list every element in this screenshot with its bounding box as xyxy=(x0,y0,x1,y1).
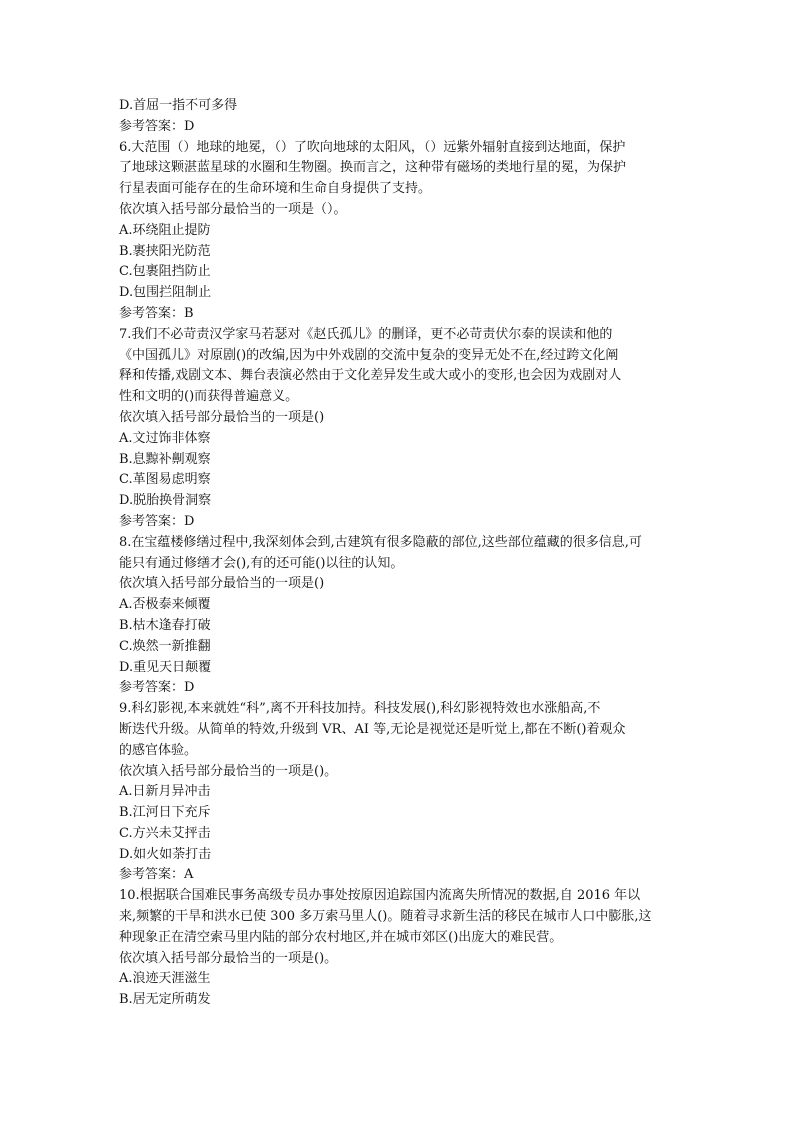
option-c-line: C.焕然一新推翻 xyxy=(119,638,211,654)
question-6-line: 行星表面可能存在的生命环境和生命自身提供了支持。 xyxy=(119,181,432,197)
answer-line: 参考答案：D xyxy=(119,513,195,529)
option-a-line: A.否极泰来倾覆 xyxy=(119,597,211,613)
instruction-line: 依次填入括号部分最恰当的一项是（）。 xyxy=(119,201,347,217)
option-d-line: D.脱胎换骨洞察 xyxy=(119,493,212,509)
option-a-line: A.环绕阻止提防 xyxy=(119,222,211,238)
option-c-line: C.方兴未艾抨击 xyxy=(119,825,211,841)
instruction-line: 依次填入括号部分最恰当的一项是() xyxy=(119,576,325,592)
question-6-line: 6.大范围（）地球的地冕，（）了吹向地球的太阳风，（）远紫外辐射直接到达地面，保护 xyxy=(119,139,626,155)
question-7-line: 性和文明的()而获得普遍意义。 xyxy=(119,389,299,405)
answer-line: 参考答案：D xyxy=(119,680,195,696)
option-b-line: B.息黥补劓观察 xyxy=(119,451,211,467)
question-8-line: 能只有通过修缮才会(),有的还可能()以往的认知。 xyxy=(119,555,404,571)
option-a-line: A.日新月异冲击 xyxy=(119,784,211,800)
question-10-line: 种现象正在清空索马里内陆的部分农村地区,并在城市郊区()出庞大的难民营。 xyxy=(119,929,563,945)
option-b-line: B.裹挟阳光防范 xyxy=(119,243,211,259)
question-10-line: 来,频繁的干旱和洪水已使 300 多万索马里人()。随着寻求新生活的移民在城市人口中膨胀,这 xyxy=(119,909,652,925)
option-b-line: B.居无定所萌发 xyxy=(119,992,211,1008)
option-d-line: D.如火如荼打击 xyxy=(119,846,212,862)
question-7-line: 释和传播,戏剧文本、舞台表演必然由于文化差异发生或大或小的变形,也会因为戏剧对人 xyxy=(119,368,622,384)
question-7-line: 《中国孤儿》对原剧()的改编,因为中外戏剧的交流中复杂的变异无处不在,经过跨文化阐 xyxy=(119,347,619,363)
option-d-line: D.首屈一指不可多得 xyxy=(119,98,238,113)
option-a-line: A.文过饰非体察 xyxy=(119,430,211,446)
option-c-line: C.包裹阻挡防止 xyxy=(119,264,211,280)
question-8-line: 8.在宝蕴楼修缮过程中,我深刻体会到,古建筑有很多隐蔽的部位,这些部位蕴藏的很多信息,可 xyxy=(119,534,642,550)
question-7-line: 7.我们不必苛责汉学家马若瑟对《赵氏孤儿》的删译，更不必苛责伏尔泰的误读和他的 xyxy=(119,326,613,342)
question-6-line: 了地球这颗湛蓝星球的水圈和生物圈。换而言之，这种带有磁场的类地行星的冕，为保护 xyxy=(119,160,627,176)
instruction-line: 依次填入括号部分最恰当的一项是()。 xyxy=(119,763,338,779)
option-d-line: D.重见天日颠覆 xyxy=(119,659,212,675)
option-c-line: C.革图易虑明察 xyxy=(119,472,211,488)
instruction-line: 依次填入括号部分最恰当的一项是()。 xyxy=(119,950,338,966)
answer-line: 参考答案：D xyxy=(119,118,195,134)
question-9-line: 9.科幻影视,本来就姓“科”,离不开科技加持。科技发展(),科幻影视特效也水涨船高,不 xyxy=(119,701,601,717)
option-b-line: B.枯木逢春打破 xyxy=(119,617,211,633)
answer-line: 参考答案：A xyxy=(119,867,194,883)
option-b-line: B.江河日下充斥 xyxy=(119,805,211,821)
option-d-line: D.包围拦阻制止 xyxy=(119,285,212,301)
question-9-line: 的感官体验。 xyxy=(119,742,198,758)
document-body xyxy=(119,96,699,1011)
option-a-line: A.浪迹天涯滋生 xyxy=(119,971,211,987)
question-9-line: 断迭代升级。从简单的特效,升级到 VR、AI 等,无论是视觉还是听觉上,都在不断()着观众 xyxy=(119,721,626,737)
answer-line: 参考答案：B xyxy=(119,305,194,321)
instruction-line: 依次填入括号部分最恰当的一项是() xyxy=(119,409,325,425)
question-10-line: 10.根据联合国难民事务高级专员办事处按原因追踪国内流离失所情况的数据,自 2016 年以 xyxy=(119,888,641,904)
